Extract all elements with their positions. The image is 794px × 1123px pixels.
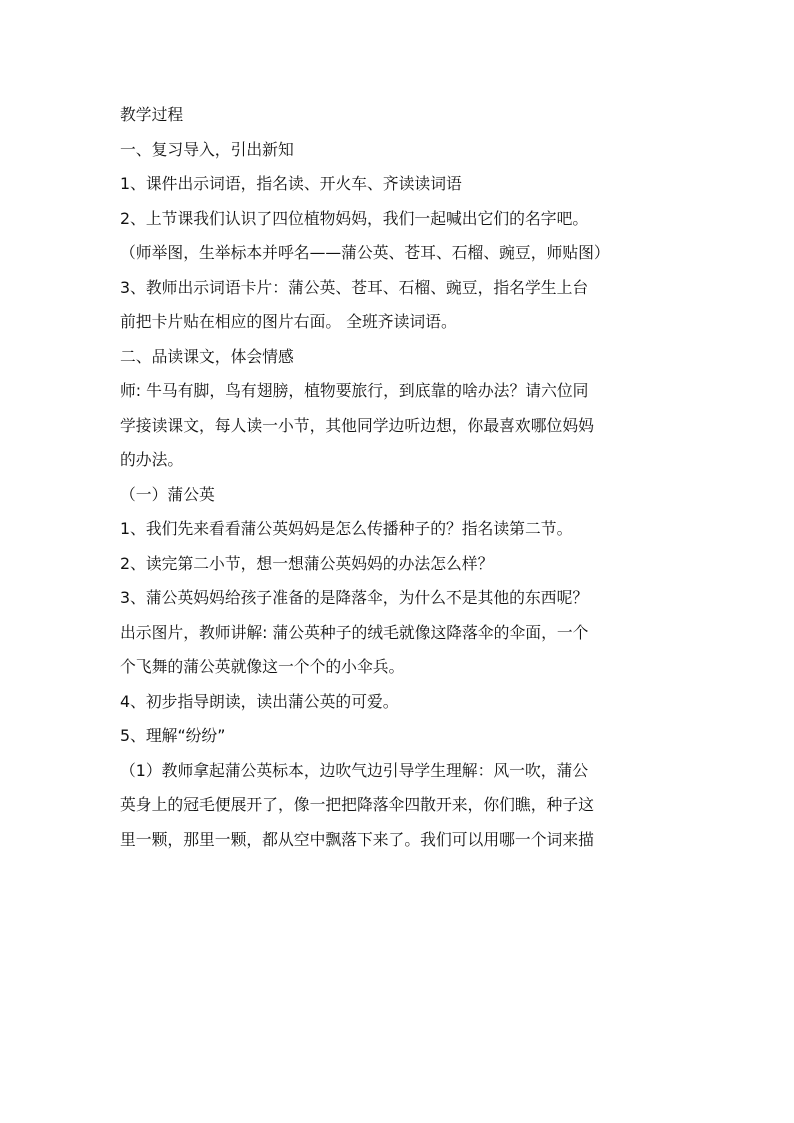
paragraph-line: （师举图，生举标本并呼名——蒲公英、苍耳、石榴、豌豆，师贴图） <box>120 243 610 262</box>
heading-review-intro: 一、复习导入，引出新知 <box>120 139 294 159</box>
paragraph-line: 2、读完第二小节，想一想蒲公英妈妈的办法怎么样？ <box>120 553 494 573</box>
paragraph-line: 3、蒲公英妈妈给孩子准备的是降落伞，为什么不是其他的东西呢？ <box>120 588 589 607</box>
paragraph-line: 2、上节课我们认识了四位植物妈妈，我们一起喊出它们的名字吧。 <box>120 208 589 228</box>
paragraph-line: 个飞舞的蒲公英就像这一个个的小伞兵。 <box>120 657 405 676</box>
paragraph-line: 5、理解“纷纷” <box>120 726 226 745</box>
paragraph-line: 1、课件出示词语，指名读、开火车、齐读读词语 <box>120 174 462 193</box>
paragraph-line: 英身上的冠毛便展开了，像一把把降落伞四散开来，你们瞧，种子这 <box>120 795 594 814</box>
paragraph-line: 学接读课文，每人读一小节，其他同学边听边想，你最喜欢哪位妈妈 <box>120 415 594 435</box>
paragraph-line: 师: 牛马有脚，鸟有翅膀，植物要旅行，到底靠的啥办法？请六位同 <box>120 381 589 400</box>
paragraph-line: 前把卡片贴在相应的图片右面。 全班齐读词语。 <box>120 312 457 331</box>
paragraph-line: （1）教师拿起蒲公英标本，边吹气边引导学生理解：风一吹，蒲公 <box>120 760 589 780</box>
section-title: 教学过程 <box>120 105 184 124</box>
paragraph-line: 4、初步指导朗读，读出蒲公英的可爱。 <box>120 691 399 711</box>
subheading-dandelion: （一）蒲公英 <box>120 484 215 504</box>
paragraph-line: 里一颗，那里一颗，都从空中飘落下来了。我们可以用哪一个词来描 <box>120 829 594 849</box>
paragraph-line: 的办法。 <box>120 450 184 469</box>
paragraph-line: 3、教师出示词语卡片：蒲公英、苍耳、石榴、豌豆，指名学生上台 <box>120 277 589 297</box>
document-body <box>120 98 680 857</box>
heading-reading-text: 二、品读课文，体会情感 <box>120 346 294 366</box>
paragraph-line: 出示图片，教师讲解: 蒲公英种子的绒毛就像这降落伞的伞面，一个 <box>120 622 589 642</box>
paragraph-line: 1、我们先来看看蒲公英妈妈是怎么传播种子的？指名读第二节。 <box>120 519 573 538</box>
